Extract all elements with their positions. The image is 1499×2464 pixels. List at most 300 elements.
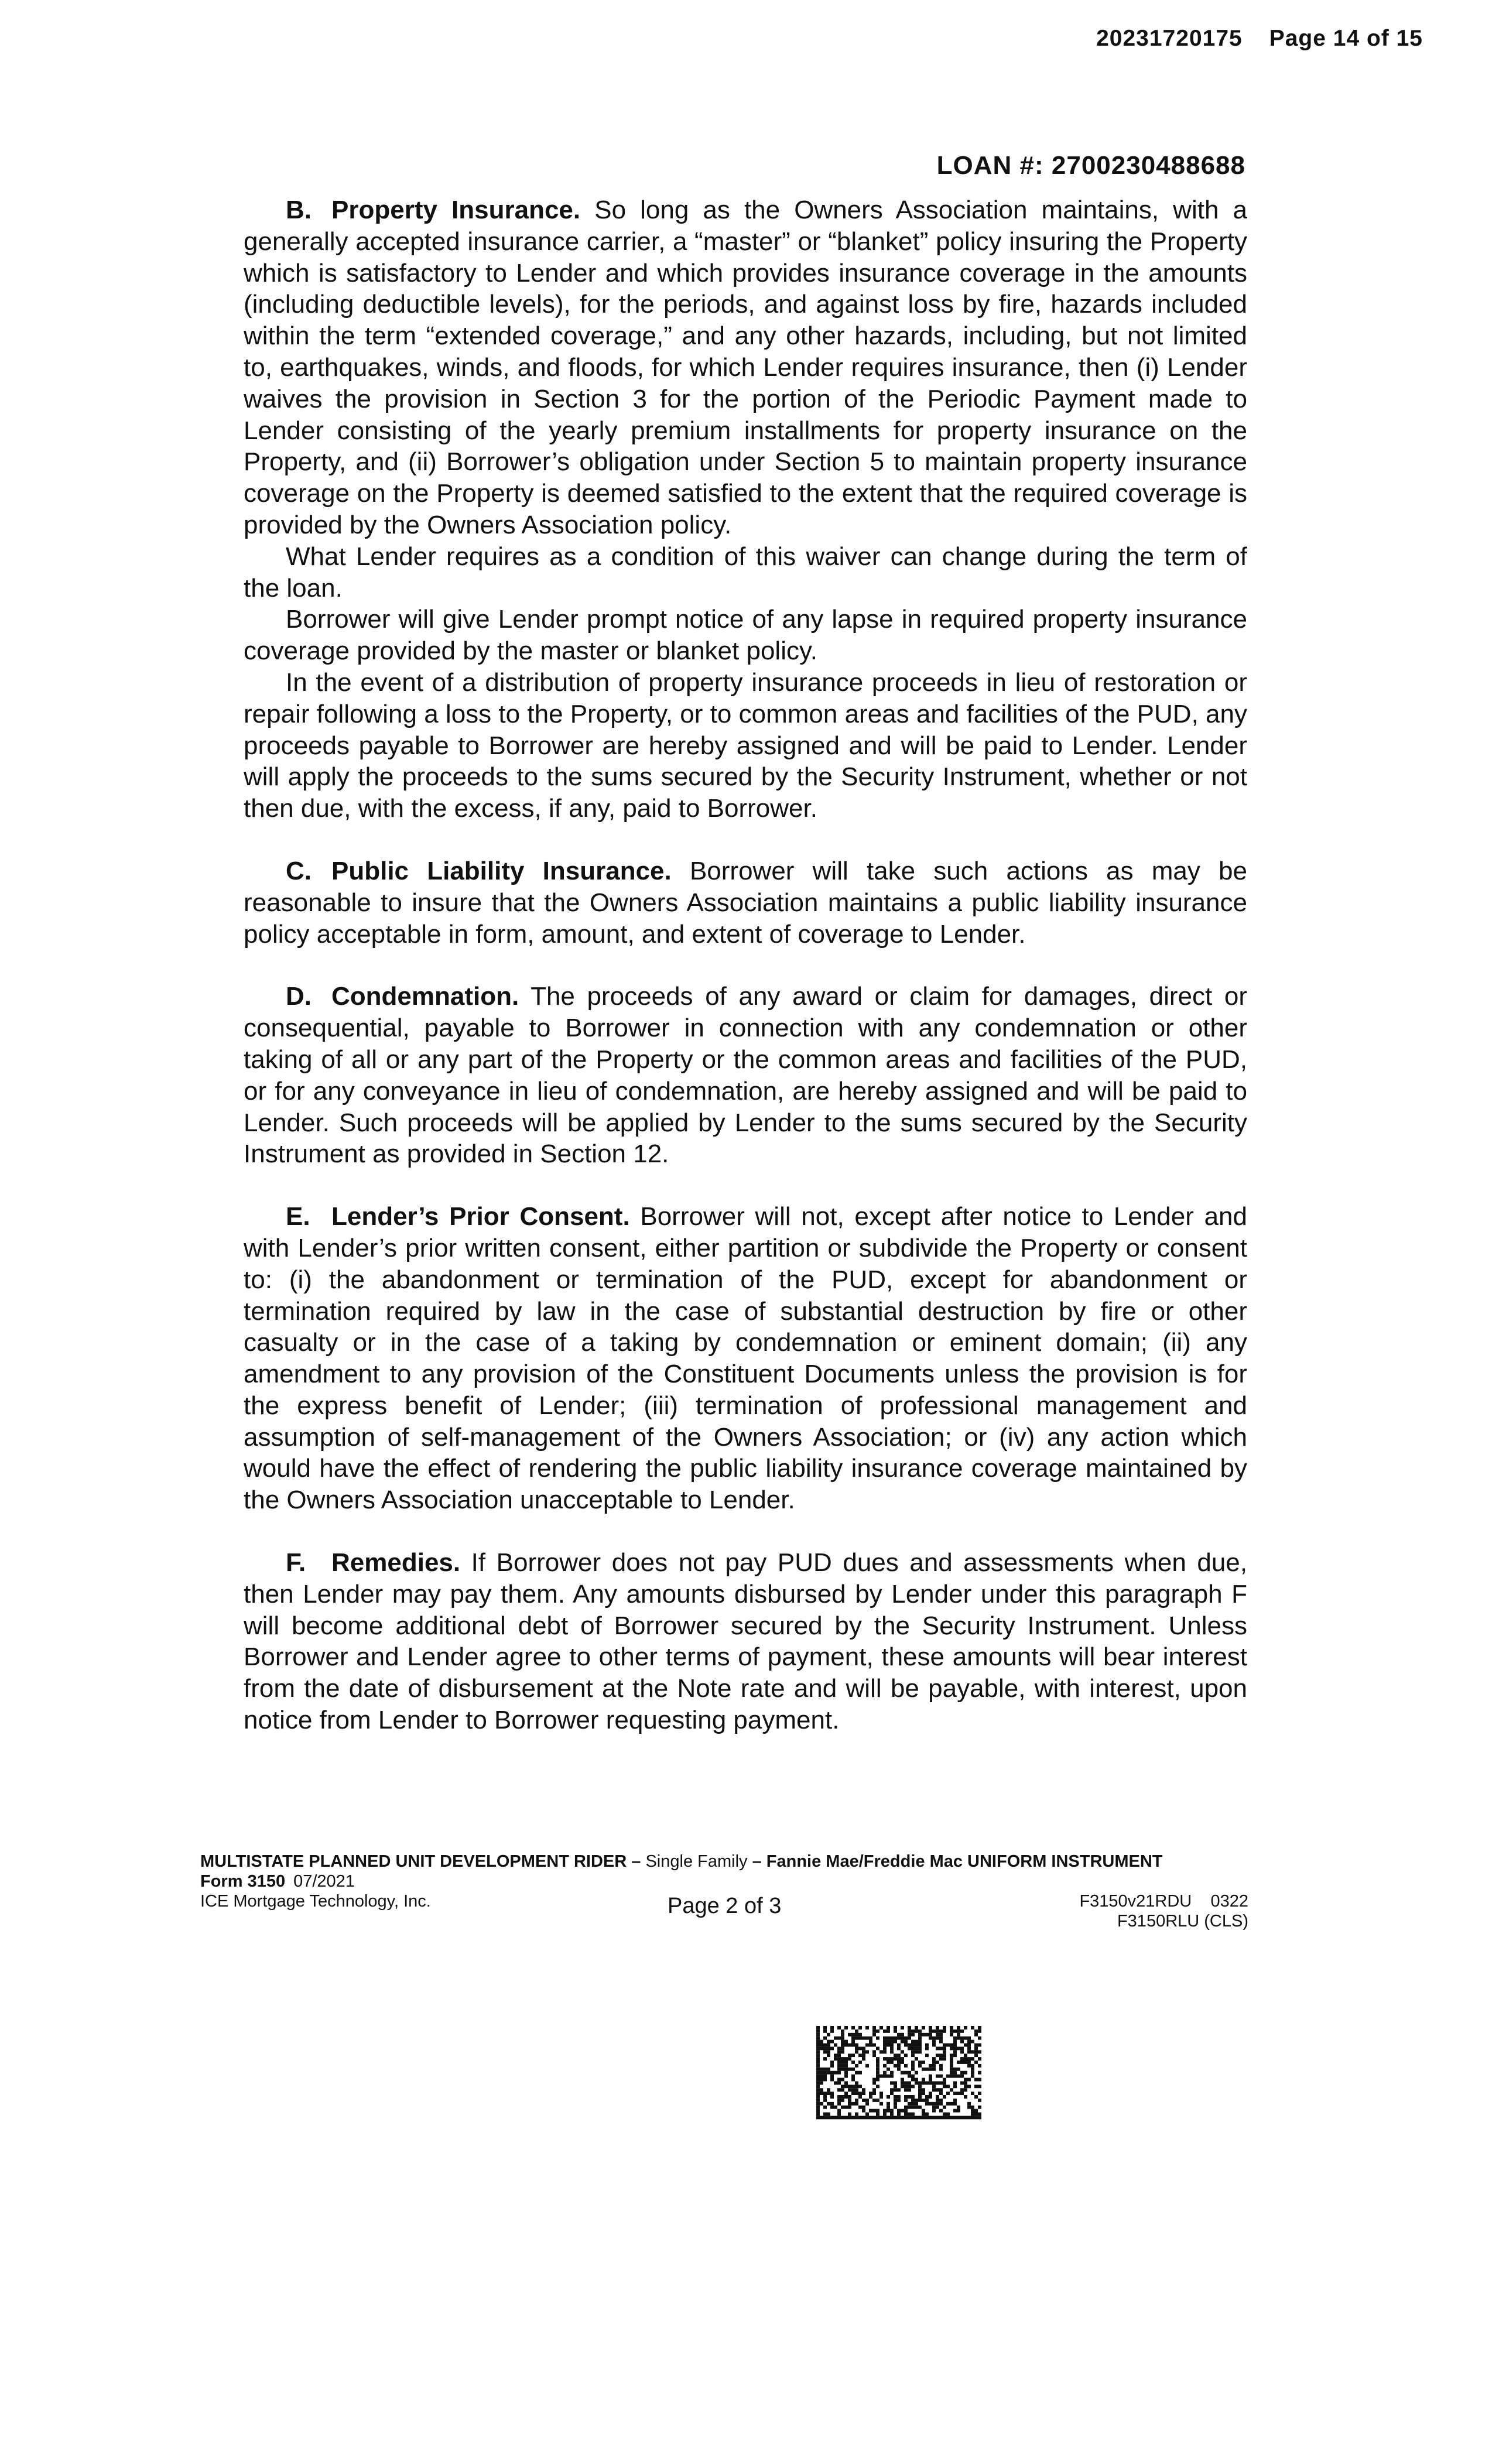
barcode-module <box>887 2037 890 2040</box>
barcode-module <box>971 2071 974 2075</box>
barcode-module <box>887 2040 890 2044</box>
barcode-module <box>841 2095 844 2099</box>
barcode-module <box>936 2033 939 2037</box>
barcode-module <box>960 2050 964 2054</box>
barcode-module <box>950 2075 953 2078</box>
barcode-module <box>816 2033 820 2037</box>
footer-title-single-family: Single Family <box>645 1852 748 1871</box>
barcode-module <box>946 2085 950 2088</box>
barcode-module <box>929 2026 932 2030</box>
barcode-module <box>844 2081 848 2085</box>
barcode-module <box>876 2061 879 2064</box>
barcode-module <box>936 2075 939 2078</box>
section-b-heading: Property Insurance. <box>331 196 581 224</box>
footer-page-of: Page 2 of 3 <box>668 1894 782 1918</box>
barcode-module <box>872 2030 876 2033</box>
section-c-heading: Public Liability Insurance. <box>331 856 672 885</box>
barcode-module <box>851 2078 855 2082</box>
barcode-module <box>950 2061 953 2064</box>
barcode-module <box>957 2030 960 2033</box>
barcode-module <box>883 2071 887 2075</box>
barcode-module <box>953 2037 957 2040</box>
barcode-module <box>939 2033 943 2037</box>
barcode-module <box>922 2068 925 2071</box>
barcode-module <box>939 2116 943 2119</box>
section-b-paragraph-2: What Lender requires as a condition of this waiver can change during the term of the loan. <box>244 542 1247 603</box>
barcode-module <box>897 2116 901 2119</box>
barcode-module <box>816 2037 820 2040</box>
barcode-module <box>936 2047 939 2050</box>
barcode-module <box>841 2078 844 2082</box>
barcode-module <box>953 2040 957 2044</box>
barcode-module <box>869 2040 872 2044</box>
barcode-module <box>943 2085 946 2088</box>
barcode-module <box>918 2106 922 2109</box>
barcode-module <box>950 2026 953 2030</box>
section-d-text: The proceeds of any award or claim for damages, direct or consequential, payable to Borrower in connection with any condemnation or other taking of all or any part of the Property or the common areas and facilities of the PUD, or for any conveyance in lieu of condemnation, are hereby assigned and will be paid to Lender. Such proceeds will be applied by Lender to the sums secured by the Security Instrument as provided in Section 12. <box>244 982 1247 1169</box>
barcode-module <box>865 2037 869 2040</box>
barcode-module <box>872 2078 876 2082</box>
barcode-module <box>943 2095 946 2099</box>
barcode-module <box>876 2075 879 2078</box>
barcode-module <box>890 2037 894 2040</box>
barcode-module <box>858 2095 862 2099</box>
barcode-module <box>936 2037 939 2040</box>
barcode-module <box>918 2030 922 2033</box>
barcode-module <box>855 2088 858 2092</box>
barcode-module <box>960 2057 964 2061</box>
barcode-module <box>890 2113 894 2116</box>
barcode-module <box>816 2116 820 2119</box>
footer-form-date: 07/2021 <box>293 1872 355 1891</box>
barcode-module <box>908 2106 911 2109</box>
barcode-module <box>816 2047 820 2050</box>
barcode-module <box>827 2116 830 2119</box>
barcode-module <box>862 2050 865 2054</box>
barcode-module <box>908 2033 911 2037</box>
barcode-module <box>894 2088 897 2092</box>
barcode-module <box>918 2099 922 2102</box>
barcode-module <box>894 2054 897 2057</box>
barcode-module <box>872 2081 876 2085</box>
barcode-module <box>974 2047 978 2050</box>
barcode-module <box>851 2092 855 2095</box>
barcode-module <box>932 2102 936 2106</box>
barcode-module <box>953 2092 957 2095</box>
barcode-module <box>894 2040 897 2044</box>
barcode-module <box>823 2071 827 2075</box>
barcode-module <box>915 2044 918 2047</box>
barcode-module <box>827 2054 830 2057</box>
barcode-module <box>820 2088 823 2092</box>
barcode-module <box>974 2054 978 2057</box>
barcode-module <box>964 2078 967 2082</box>
barcode-module <box>929 2075 932 2078</box>
barcode-module <box>834 2037 837 2040</box>
barcode-module <box>887 2106 890 2109</box>
barcode-module <box>823 2075 827 2078</box>
barcode-module <box>978 2050 981 2054</box>
barcode-module <box>879 2092 883 2095</box>
barcode-module <box>816 2057 820 2061</box>
barcode-module <box>862 2057 865 2061</box>
barcode-module <box>830 2095 834 2099</box>
barcode-module <box>894 2081 897 2085</box>
barcode-module <box>844 2075 848 2078</box>
barcode-module <box>943 2047 946 2050</box>
barcode-module <box>960 2092 964 2095</box>
barcode-module <box>830 2102 834 2106</box>
barcode-module <box>816 2040 820 2044</box>
barcode-module <box>943 2026 946 2030</box>
barcode-module <box>939 2068 943 2071</box>
barcode-module <box>915 2057 918 2061</box>
barcode-module <box>918 2085 922 2088</box>
barcode-module <box>974 2050 978 2054</box>
barcode-module <box>883 2075 887 2078</box>
barcode-module <box>922 2109 925 2113</box>
barcode-module <box>911 2075 915 2078</box>
barcode-module <box>939 2030 943 2033</box>
barcode-module <box>971 2092 974 2095</box>
barcode-module <box>967 2047 971 2050</box>
barcode-module <box>841 2047 844 2050</box>
barcode-module <box>827 2047 830 2050</box>
barcode-module <box>971 2075 974 2078</box>
barcode-module <box>897 2047 901 2050</box>
loan-number: LOAN #: 2700230488688 <box>936 151 1245 180</box>
barcode-module <box>894 2106 897 2109</box>
barcode-module <box>872 2099 876 2102</box>
barcode-module <box>837 2050 841 2054</box>
barcode-module <box>890 2109 894 2113</box>
section-f-text: If Borrower does not pay PUD dues and assessments when due, then Lender may pay them. Any amounts disbursed by Lender under this paragraph F will become additional debt of Borrower secured by the Security Instrument. Unless Borrower and Lender agree to other terms of payment, these amounts will bear interest from the date of disbursement at the Note rate and will be payable, with interest, upon notice from Lender to Borrower requesting payment. <box>244 1548 1247 1735</box>
barcode-module <box>890 2075 894 2078</box>
barcode-module <box>890 2081 894 2085</box>
barcode-module <box>908 2037 911 2040</box>
barcode-module <box>943 2113 946 2116</box>
barcode-module <box>816 2081 820 2085</box>
barcode-module <box>939 2064 943 2068</box>
barcode-module <box>932 2106 936 2109</box>
barcode-module <box>837 2054 841 2057</box>
barcode-module <box>872 2109 876 2113</box>
barcode-module <box>908 2030 911 2033</box>
barcode-module <box>971 2064 974 2068</box>
barcode-module <box>911 2044 915 2047</box>
barcode-module <box>978 2106 981 2109</box>
barcode-module <box>925 2095 929 2099</box>
barcode-module <box>862 2099 865 2102</box>
barcode-module <box>883 2113 887 2116</box>
barcode-module <box>844 2095 848 2099</box>
barcode-module <box>841 2116 844 2119</box>
barcode-module <box>816 2068 820 2071</box>
barcode-module <box>816 2113 820 2116</box>
section-d-heading: Condemnation. <box>331 982 519 1011</box>
barcode-module <box>974 2109 978 2113</box>
barcode-module <box>837 2081 841 2085</box>
barcode-module <box>967 2078 971 2082</box>
barcode-module <box>943 2106 946 2109</box>
section-b-letter: B. <box>286 196 312 224</box>
barcode-module <box>855 2099 858 2102</box>
barcode-module <box>964 2095 967 2099</box>
barcode-module <box>922 2078 925 2082</box>
barcode-module <box>939 2057 943 2061</box>
barcode-module <box>957 2109 960 2113</box>
barcode-module <box>904 2106 908 2109</box>
barcode-module <box>911 2061 915 2064</box>
barcode-module <box>837 2099 841 2102</box>
barcode-module <box>855 2030 858 2033</box>
barcode-module <box>929 2064 932 2068</box>
section-b-paragraph-3: Borrower will give Lender prompt notice of any lapse in required property insurance coverage provided by the master or blanket policy. <box>244 605 1247 666</box>
barcode-module <box>974 2113 978 2116</box>
barcode-module <box>908 2081 911 2085</box>
barcode-module <box>897 2113 901 2116</box>
barcode-module <box>869 2109 872 2113</box>
barcode-module <box>939 2081 943 2085</box>
barcode-module <box>848 2044 851 2047</box>
barcode-module <box>848 2085 851 2088</box>
barcode-module <box>911 2078 915 2082</box>
barcode-module <box>971 2068 974 2071</box>
barcode-module <box>883 2050 887 2054</box>
barcode-module <box>932 2040 936 2044</box>
barcode-module <box>967 2040 971 2044</box>
barcode-module <box>820 2068 823 2071</box>
barcode-module <box>865 2116 869 2119</box>
barcode-module <box>950 2088 953 2092</box>
barcode-module <box>855 2092 858 2095</box>
barcode-module <box>946 2075 950 2078</box>
barcode-module <box>827 2033 830 2037</box>
section-e-heading: Lender’s Prior Consent. <box>331 1202 630 1231</box>
barcode-module <box>890 2116 894 2119</box>
barcode-module <box>978 2064 981 2068</box>
barcode-module <box>855 2033 858 2037</box>
barcode-module <box>834 2116 837 2119</box>
barcode-module <box>876 2078 879 2082</box>
barcode-module <box>925 2068 929 2071</box>
barcode-module <box>887 2061 890 2064</box>
barcode-module <box>823 2057 827 2061</box>
barcode-module <box>922 2081 925 2085</box>
barcode-module <box>897 2109 901 2113</box>
barcode-module <box>823 2068 827 2071</box>
barcode-module <box>974 2095 978 2099</box>
barcode-module <box>855 2113 858 2116</box>
barcode-module <box>939 2040 943 2044</box>
barcode-module <box>936 2054 939 2057</box>
barcode-module <box>904 2085 908 2088</box>
barcode-module <box>904 2064 908 2068</box>
barcode-module <box>872 2026 876 2030</box>
barcode-module <box>978 2116 981 2119</box>
barcode-module <box>929 2030 932 2033</box>
barcode-module <box>911 2064 915 2068</box>
barcode-module <box>879 2095 883 2099</box>
barcode-module <box>887 2109 890 2113</box>
barcode-module <box>918 2061 922 2064</box>
barcode-module <box>936 2106 939 2109</box>
barcode-module <box>851 2116 855 2119</box>
barcode-module <box>890 2092 894 2095</box>
barcode-module <box>939 2047 943 2050</box>
barcode-module <box>827 2088 830 2092</box>
barcode-module <box>911 2040 915 2044</box>
barcode-module <box>897 2099 901 2102</box>
barcode-module <box>883 2040 887 2044</box>
barcode-module <box>816 2099 820 2102</box>
barcode-module <box>925 2113 929 2116</box>
barcode-module <box>929 2116 932 2119</box>
barcode-module <box>939 2099 943 2102</box>
barcode-module <box>816 2054 820 2057</box>
barcode-module <box>971 2106 974 2109</box>
barcode-module <box>950 2116 953 2119</box>
footer-code-2: F3150RLU (CLS) <box>1117 1912 1248 1931</box>
barcode-module <box>918 2037 922 2040</box>
barcode-module <box>894 2026 897 2030</box>
section-e-text: Borrower will not, except after notice to Lender and with Lender’s prior written consent, either partition or subdivide the Property or consent to: (i) the abandonment or termination of the PUD, except for abandonment or termination required by law in the case of substantial destruction by fire or other casualty or in the case of a taking by condemnation or eminent domain; (ii) any amendment to any provision of the Constituent Documents unless the provision is for the express benefit of Lender; (iii) termination of professional management and assumption of self-management of the Owners Association; or (iv) any action which would have the effect of rendering the public liability insurance coverage maintained by the Owners Association unacceptable to Lender. <box>244 1202 1247 1515</box>
barcode-module <box>974 2044 978 2047</box>
barcode-module <box>967 2064 971 2068</box>
barcode-module <box>911 2033 915 2037</box>
barcode-module <box>943 2057 946 2061</box>
barcode-module <box>901 2026 904 2030</box>
barcode-module <box>827 2092 830 2095</box>
barcode-module <box>953 2054 957 2057</box>
barcode-module <box>841 2099 844 2102</box>
barcode-module <box>837 2095 841 2099</box>
barcode-module <box>901 2081 904 2085</box>
barcode-module <box>851 2033 855 2037</box>
barcode-module <box>950 2047 953 2050</box>
barcode-module <box>816 2061 820 2064</box>
barcode-module <box>925 2054 929 2057</box>
barcode-module <box>876 2109 879 2113</box>
barcode-module <box>841 2050 844 2054</box>
barcode-module <box>820 2116 823 2119</box>
barcode-module <box>837 2057 841 2061</box>
barcode-module <box>841 2106 844 2109</box>
barcode-module <box>830 2030 834 2033</box>
barcode-module <box>851 2068 855 2071</box>
barcode-module <box>922 2088 925 2092</box>
barcode-module <box>830 2026 834 2030</box>
barcode-module <box>957 2106 960 2109</box>
barcode-module <box>834 2106 837 2109</box>
barcode-module <box>887 2030 890 2033</box>
barcode-module <box>862 2088 865 2092</box>
barcode-module <box>872 2054 876 2057</box>
barcode-module <box>950 2044 953 2047</box>
barcode-module <box>872 2088 876 2092</box>
barcode-module <box>834 2081 837 2085</box>
barcode-module <box>897 2064 901 2068</box>
barcode-module <box>837 2068 841 2071</box>
barcode-module <box>904 2088 908 2092</box>
barcode-module <box>932 2068 936 2071</box>
section-d-letter: D. <box>286 982 312 1011</box>
footer-company: ICE Mortgage Technology, Inc. <box>200 1892 431 1911</box>
barcode-module <box>848 2095 851 2099</box>
barcode-module <box>964 2088 967 2092</box>
barcode-module <box>855 2102 858 2106</box>
barcode-module <box>960 2037 964 2040</box>
barcode-module <box>869 2037 872 2040</box>
barcode-module <box>830 2116 834 2119</box>
barcode-module <box>862 2109 865 2113</box>
barcode-module <box>929 2037 932 2040</box>
barcode-module <box>946 2102 950 2106</box>
barcode-module <box>837 2037 841 2040</box>
barcode-module <box>887 2095 890 2099</box>
barcode-module <box>851 2075 855 2078</box>
barcode-module <box>897 2057 901 2061</box>
barcode-module <box>816 2092 820 2095</box>
barcode-module <box>950 2071 953 2075</box>
barcode-module <box>932 2037 936 2040</box>
barcode-module <box>834 2071 837 2075</box>
barcode-module <box>943 2081 946 2085</box>
barcode-module <box>971 2113 974 2116</box>
barcode-module <box>904 2044 908 2047</box>
barcode-module <box>929 2095 932 2099</box>
barcode-module <box>904 2037 908 2040</box>
section-c-letter: C. <box>286 856 312 885</box>
barcode-module <box>922 2061 925 2064</box>
barcode-module <box>827 2068 830 2071</box>
barcode-module <box>953 2102 957 2106</box>
barcode-module <box>950 2057 953 2061</box>
barcode-module <box>858 2026 862 2030</box>
section-b-paragraph-4: In the event of a distribution of property insurance proceeds in lieu of restoration or repair following a loss to the Property, or to common areas and facilities of the PUD, any proceeds payable to Borrower are hereby assigned and will be paid to Lender. Lender will apply the proceeds to the sums secured by the Security Instrument, whether or not then due, with the excess, if any, paid to Borrower. <box>244 668 1247 823</box>
barcode-module <box>908 2026 911 2030</box>
barcode-module <box>883 2047 887 2050</box>
barcode-module <box>915 2071 918 2075</box>
barcode-module <box>869 2092 872 2095</box>
barcode-module <box>932 2057 936 2061</box>
barcode-module <box>894 2030 897 2033</box>
barcode-module <box>841 2057 844 2061</box>
document-stamp <box>1096 26 1423 52</box>
barcode-module <box>844 2071 848 2075</box>
barcode-module <box>904 2081 908 2085</box>
barcode-module <box>950 2030 953 2033</box>
barcode-module <box>932 2081 936 2085</box>
barcode-module <box>978 2078 981 2082</box>
barcode-module <box>929 2102 932 2106</box>
barcode-module <box>823 2026 827 2030</box>
barcode-module <box>960 2116 964 2119</box>
barcode-module <box>915 2050 918 2054</box>
barcode-module <box>890 2057 894 2061</box>
barcode-module <box>908 2085 911 2088</box>
barcode-module <box>964 2057 967 2061</box>
barcode-module <box>953 2068 957 2071</box>
barcode-module <box>820 2040 823 2044</box>
barcode-module <box>890 2061 894 2064</box>
barcode-module <box>894 2095 897 2099</box>
barcode-module <box>978 2026 981 2030</box>
barcode-module <box>922 2092 925 2095</box>
barcode-module <box>876 2057 879 2061</box>
barcode-module <box>936 2116 939 2119</box>
barcode-module <box>957 2026 960 2030</box>
